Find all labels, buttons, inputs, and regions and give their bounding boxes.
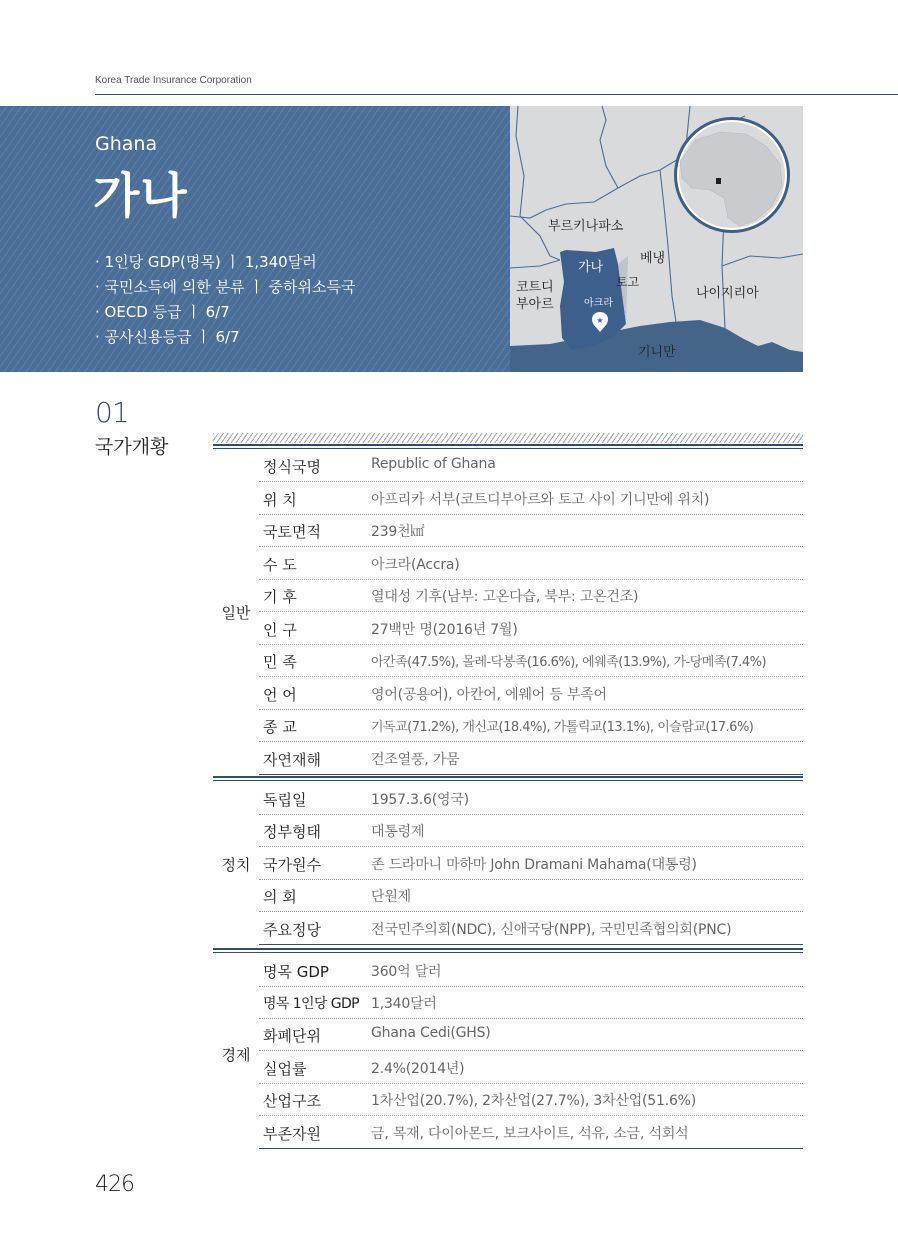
row-value: 아크라(Accra) [371, 557, 460, 573]
row-key: 화폐단위 [263, 1027, 321, 1045]
corporation-name: Korea Trade Insurance Corporation [95, 75, 252, 86]
row-key: 인 구 [263, 621, 297, 639]
table-row [259, 644, 803, 677]
table-row [259, 954, 803, 987]
row-value: 전국민주의회(NDC), 신애국당(NPP), 국민민족협의회(PNC) [371, 922, 732, 938]
row-key: 산업구조 [263, 1092, 321, 1110]
group-economy [213, 948, 803, 1148]
page-number: 426 [95, 1172, 134, 1197]
group-politics [213, 776, 803, 944]
row-value: 열대성 기후(남부: 고온다습, 북부: 고온건조) [371, 589, 639, 605]
group-label-politics: 정치 [221, 856, 251, 874]
section-hatch-rule [213, 433, 803, 443]
table-row [259, 847, 803, 880]
row-key: 종 교 [263, 718, 297, 736]
row-key: 수 도 [263, 556, 297, 574]
label-gulf: 기니만 [638, 345, 676, 360]
table-row [259, 742, 803, 775]
table-row [259, 782, 803, 815]
group-label-economy: 경제 [221, 1046, 251, 1064]
row-value: 1957.3.6(영국) [371, 792, 469, 808]
row-key: 정부형태 [263, 823, 321, 841]
row-key: 위 치 [263, 491, 297, 509]
row-value: 2.4%(2014년) [371, 1061, 465, 1077]
row-key: 국가원수 [263, 856, 321, 874]
row-value: 아프리카 서부(코트디부아르와 토고 사이 기니만에 위치) [371, 492, 710, 508]
fact-oecd-grade: · OECD 등급 ㅣ 6/7 [95, 303, 230, 321]
row-key: 명목 GDP [263, 963, 329, 981]
row-value: 360억 달러 [371, 964, 442, 980]
row-value: 단원제 [371, 889, 411, 905]
row-key: 자연재해 [263, 751, 321, 769]
fact-gdp-per-capita: · 1인당 GDP(명목) ㅣ 1,340달러 [95, 253, 317, 271]
row-value: Ghana Cedi(GHS) [371, 1025, 491, 1041]
section-title: 국가개황 [95, 436, 169, 458]
row-value: 기독교(71.2%), 개신교(18.4%), 가톨릭교(13.1%), 이슬람교(17.6%) [371, 720, 754, 735]
table-row [259, 449, 803, 482]
row-key: 국토면적 [263, 523, 321, 541]
row-key: 부존자원 [263, 1125, 321, 1143]
group-general [213, 444, 803, 774]
group-label-general: 일반 [221, 604, 251, 622]
fact-ksure-grade: · 공사신용등급 ㅣ 6/7 [95, 328, 240, 346]
label-cote-1: 코트디 [516, 280, 554, 295]
label-nigeria: 나이지리아 [696, 286, 759, 301]
row-value: Republic of Ghana [371, 456, 496, 472]
row-key: 민 족 [263, 653, 297, 671]
section-number: 01 [95, 396, 129, 429]
row-key: 실업률 [263, 1060, 307, 1078]
row-key: 독립일 [263, 791, 307, 809]
label-benin: 베냉 [640, 251, 666, 266]
row-value: 239천㎢ [371, 524, 425, 540]
country-name-english: Ghana [95, 133, 158, 155]
key-facts [95, 250, 355, 350]
table-row [259, 547, 803, 580]
row-value: 대통령제 [371, 824, 425, 840]
row-value: 아칸족(47.5%), 몰레-닥봉족(16.6%), 에웨족(13.9%), 가-당메족(7.4%) [371, 655, 767, 670]
row-value: 1차산업(20.7%), 2차산업(27.7%), 3차산업(51.6%) [371, 1093, 697, 1109]
country-name-korean: 가나 [93, 168, 188, 224]
table-row [259, 1083, 803, 1116]
row-key: 언 어 [263, 686, 297, 704]
row-key: 명목 1인당 GDP [263, 996, 359, 1012]
label-burkina: 부르키나파소 [548, 219, 624, 234]
row-value: 영어(공용어), 아칸어, 에웨어 등 부족어 [371, 687, 607, 703]
table-row [259, 612, 803, 645]
header-rule [95, 94, 898, 95]
row-key: 기 후 [263, 588, 297, 606]
table-row [259, 1051, 803, 1084]
table-row [259, 514, 803, 547]
table-row [259, 709, 803, 742]
table-row [259, 879, 803, 912]
map-inset-globe [674, 117, 790, 233]
table-row [259, 579, 803, 612]
row-value: 27백만 명(2016년 7월) [371, 622, 518, 638]
label-cote-2: 부아르 [516, 297, 554, 312]
fact-income-class: · 국민소득에 의한 분류 ㅣ 중하위소득국 [95, 278, 356, 296]
row-key: 주요정당 [263, 921, 321, 939]
label-accra: 아크라 [584, 298, 613, 309]
row-value: 건조열풍, 가뭄 [371, 752, 460, 768]
label-togo: 토고 [616, 275, 640, 289]
label-ghana: 가나 [578, 260, 604, 275]
table-row [259, 677, 803, 710]
row-key: 정식국명 [263, 458, 321, 476]
table-row [259, 912, 803, 945]
svg-text:★: ★ [596, 316, 604, 325]
row-key: 의 회 [263, 888, 297, 906]
table-row [259, 1018, 803, 1051]
location-map [510, 106, 803, 372]
row-value: 존 드라마니 마하마 John Dramani Mahama(대통령) [371, 857, 697, 873]
table-row [259, 814, 803, 847]
table-row [259, 1116, 803, 1149]
table-row [259, 482, 803, 515]
row-value: 1,340달러 [371, 996, 437, 1012]
table-row [259, 986, 803, 1019]
row-value: 금, 목재, 다이아몬드, 보크사이트, 석유, 소금, 석회석 [371, 1126, 689, 1142]
